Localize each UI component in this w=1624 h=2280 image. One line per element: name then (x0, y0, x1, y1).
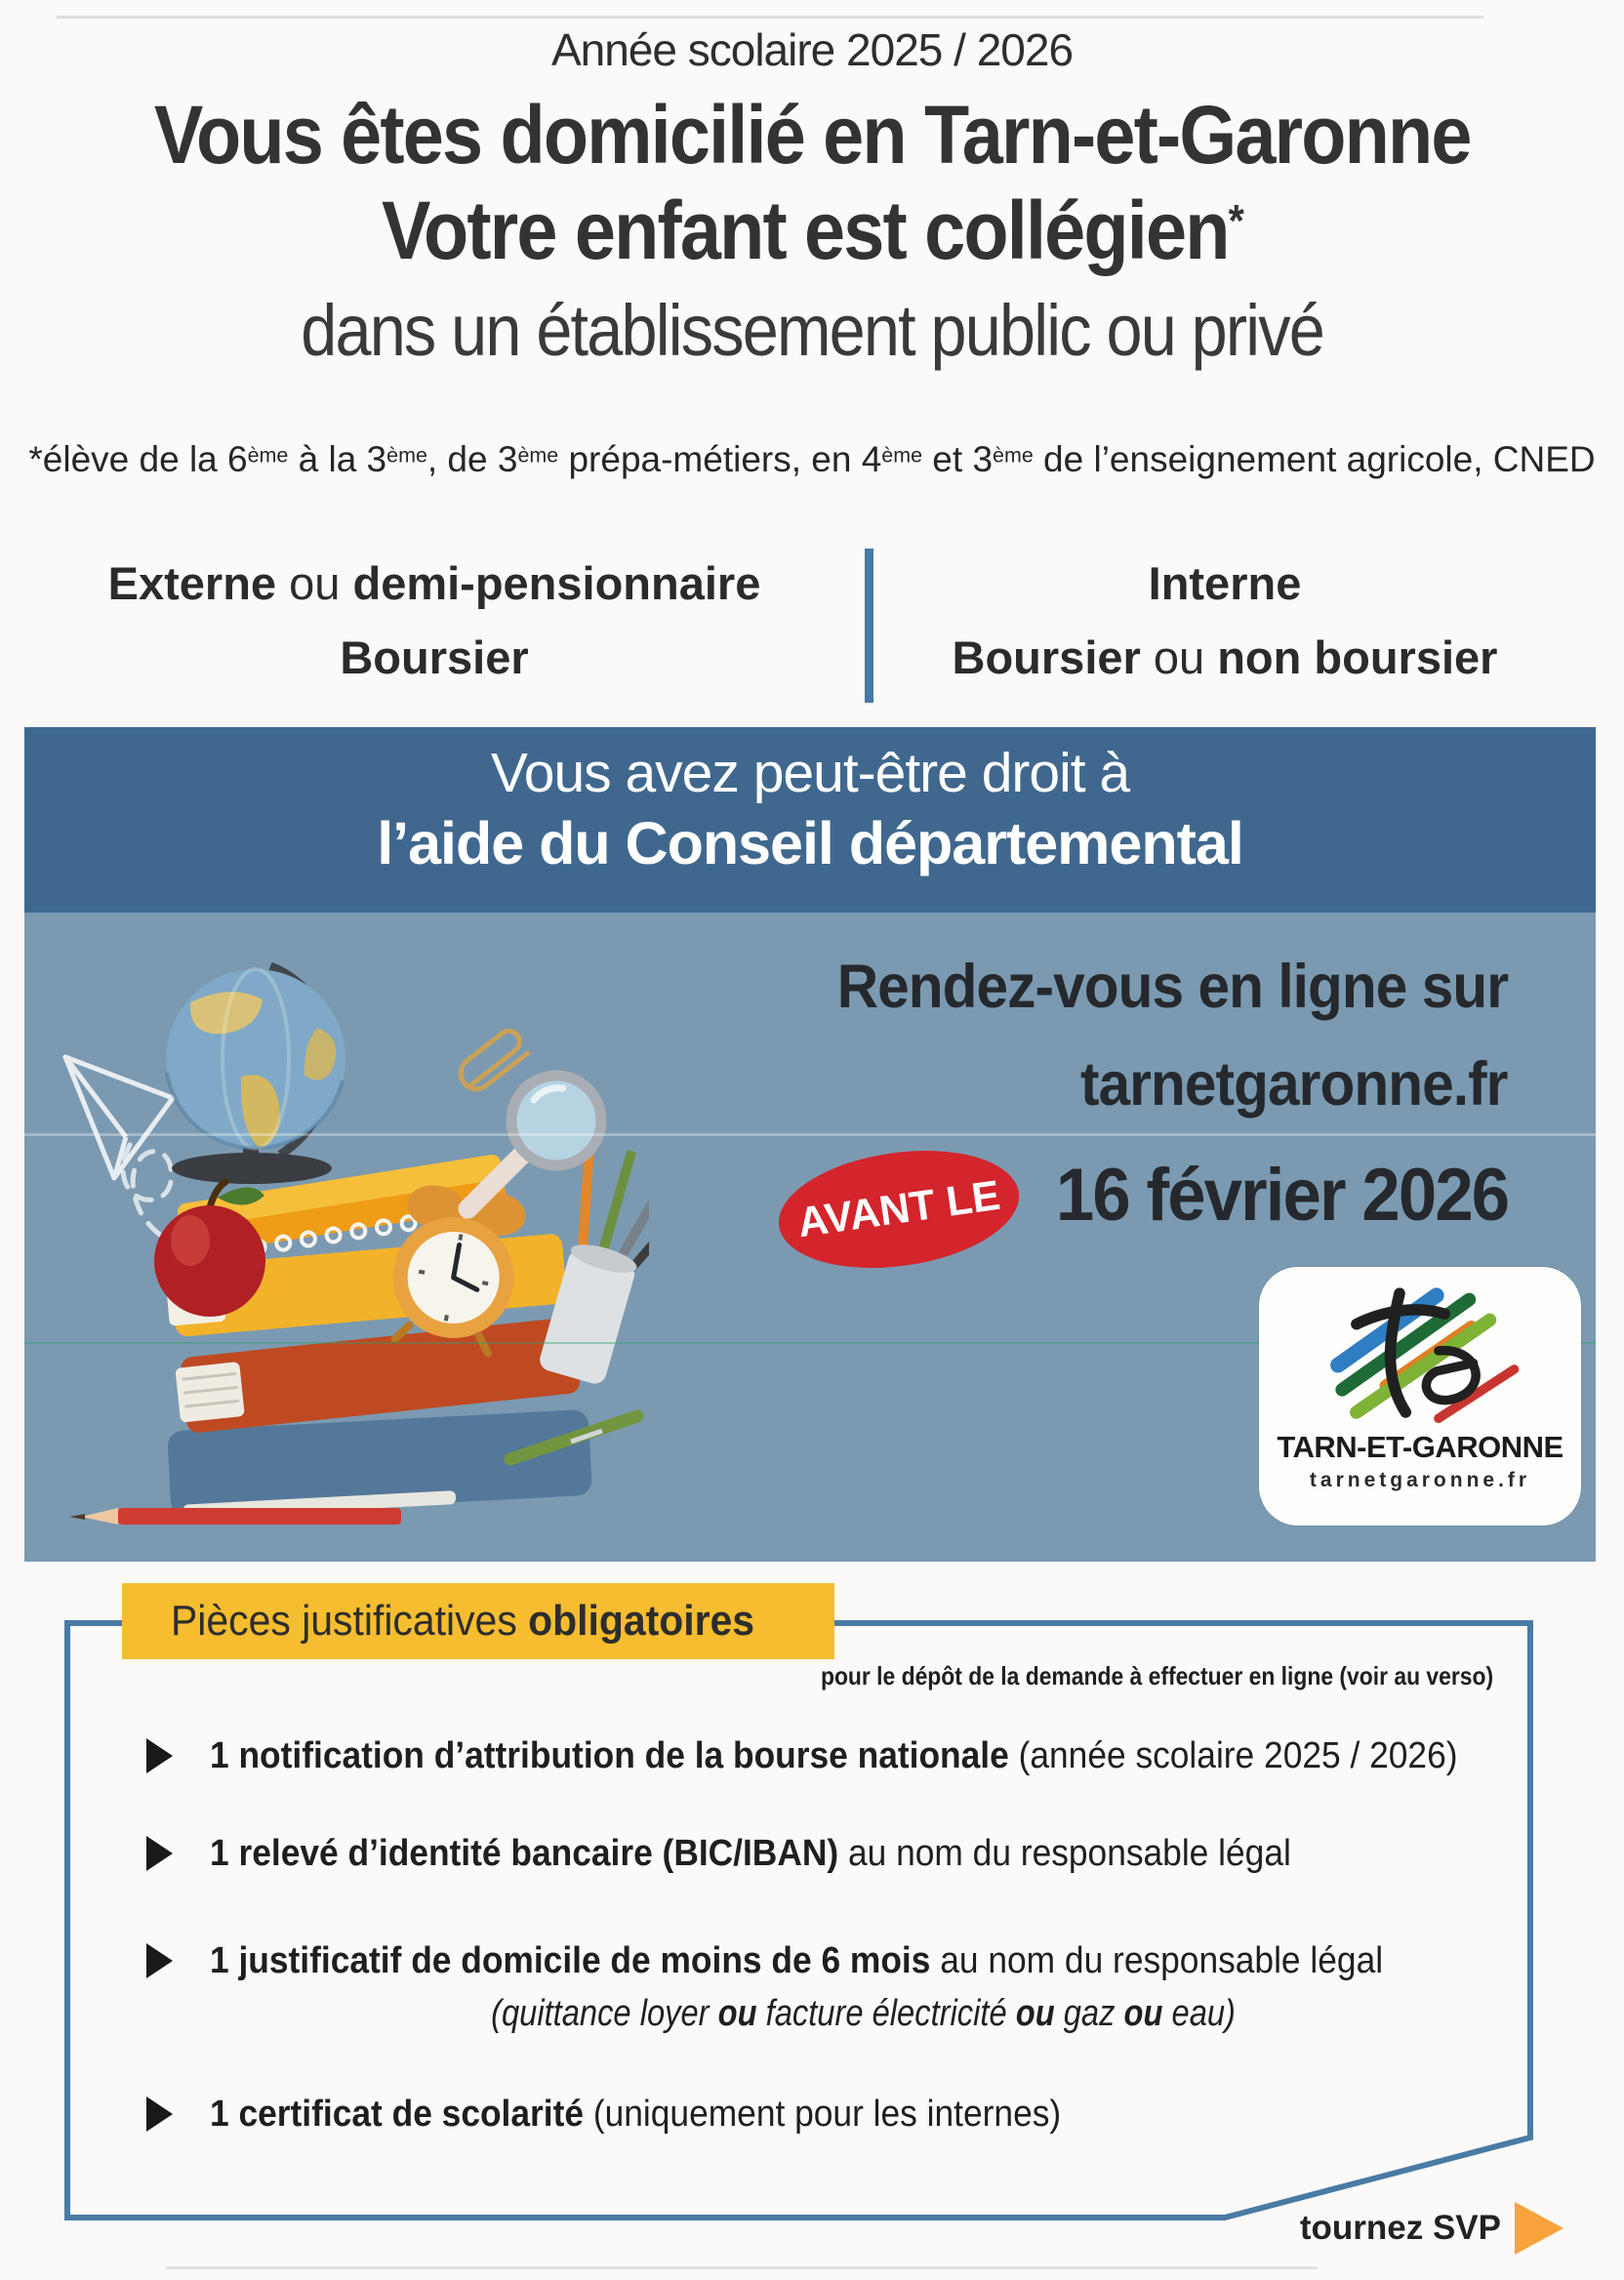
bullet-triangle-icon (146, 1738, 173, 1773)
eligibility-right-line1: Interne (1148, 557, 1302, 609)
asterisk-mark: * (1228, 194, 1242, 246)
logo-website: tarnetgaronne.fr (1309, 1469, 1531, 1491)
requirement-item-2: 1 relevé d’identité bancaire (BIC/IBAN) au nom du responsable légal (146, 1833, 1372, 1875)
scan-artifact-bottom (166, 2266, 1318, 2269)
headline-line3: dans un établissement public ou privé (301, 290, 1323, 371)
deadline-date: 16 février 2026 (1055, 1154, 1508, 1237)
school-year-title: Année scolaire 2025 / 2026 (550, 24, 1074, 75)
magnifier-icon (454, 1076, 601, 1223)
eligibility-left-column (29, 547, 839, 695)
globe-icon (166, 966, 345, 1184)
footnote: *élève de la 6ème à la 3ème, de 3ème prépa-métiers, en 4ème et 3ème de l’enseignement agricole, CNED (28, 439, 1596, 479)
eligibility-right-line2: Boursier ou non boursier (952, 631, 1498, 683)
banner-line1: Vous avez peut-être droit à (490, 742, 1130, 804)
requirements-subtitle: pour le dépôt de la demande à effectuer en ligne (voir au verso) (820, 1661, 1493, 1690)
requirement-item-4: 1 certificat de scolarité (uniquement pour les internes) (146, 2094, 1125, 2136)
school-supplies-illustration (24, 913, 649, 1562)
eligibility-left-line2: Boursier (340, 631, 529, 683)
column-divider (865, 549, 873, 703)
banner-line2: l’aide du Conseil départemental (377, 810, 1243, 876)
bullet-triangle-icon (146, 2097, 173, 2132)
eligibility-right-column (898, 547, 1552, 695)
promo-website: tarnetgaronne.fr (1080, 1050, 1508, 1119)
paper-plane-icon (65, 1057, 173, 1178)
bullet-triangle-icon (146, 1836, 173, 1871)
requirement-item-3-note: (quittance loyer ou facture électricité ou gaz ou eau) (491, 1993, 1237, 2034)
deadline-badge: AVANT LE (771, 1136, 1027, 1282)
scan-fold-line (24, 1133, 1596, 1136)
headline-line2: Votre enfant est collégien* (381, 184, 1242, 276)
promo-panel (24, 913, 1596, 1562)
headline-line1: Vous êtes domicilié en Tarn-et-Garonne (153, 89, 1471, 181)
turn-over-note (1300, 2202, 1563, 2255)
turn-over-label: tournez SVP (1299, 2209, 1501, 2247)
arrow-right-icon (1515, 2202, 1563, 2255)
blue-banner (24, 727, 1596, 913)
paperclip-icon (455, 1027, 530, 1095)
requirement-item-1: 1 notification d’attribution de la bourse nationale (année scolaire 2025 / 2026) (146, 1735, 1552, 1777)
red-pencil-icon (69, 1508, 401, 1525)
tg-brush-logo-icon (1318, 1275, 1522, 1429)
requirement-item-3: 1 justificatif de domicile de moins de 6 mois au nom du responsable légal (146, 1940, 1472, 1982)
tarn-et-garonne-logo (1259, 1267, 1581, 1526)
eligibility-left-line1: Externe ou demi-pensionnaire (107, 557, 761, 609)
bullet-triangle-icon (146, 1943, 173, 1978)
apple-icon (154, 1182, 265, 1317)
scan-artifact-top (57, 16, 1483, 19)
requirements-title: Pièces justificatives obligatoires (122, 1583, 834, 1659)
logo-department-name: TARN-ET-GARONNE (1277, 1430, 1563, 1464)
promo-line1: Rendez-vous en ligne sur (836, 953, 1508, 1021)
